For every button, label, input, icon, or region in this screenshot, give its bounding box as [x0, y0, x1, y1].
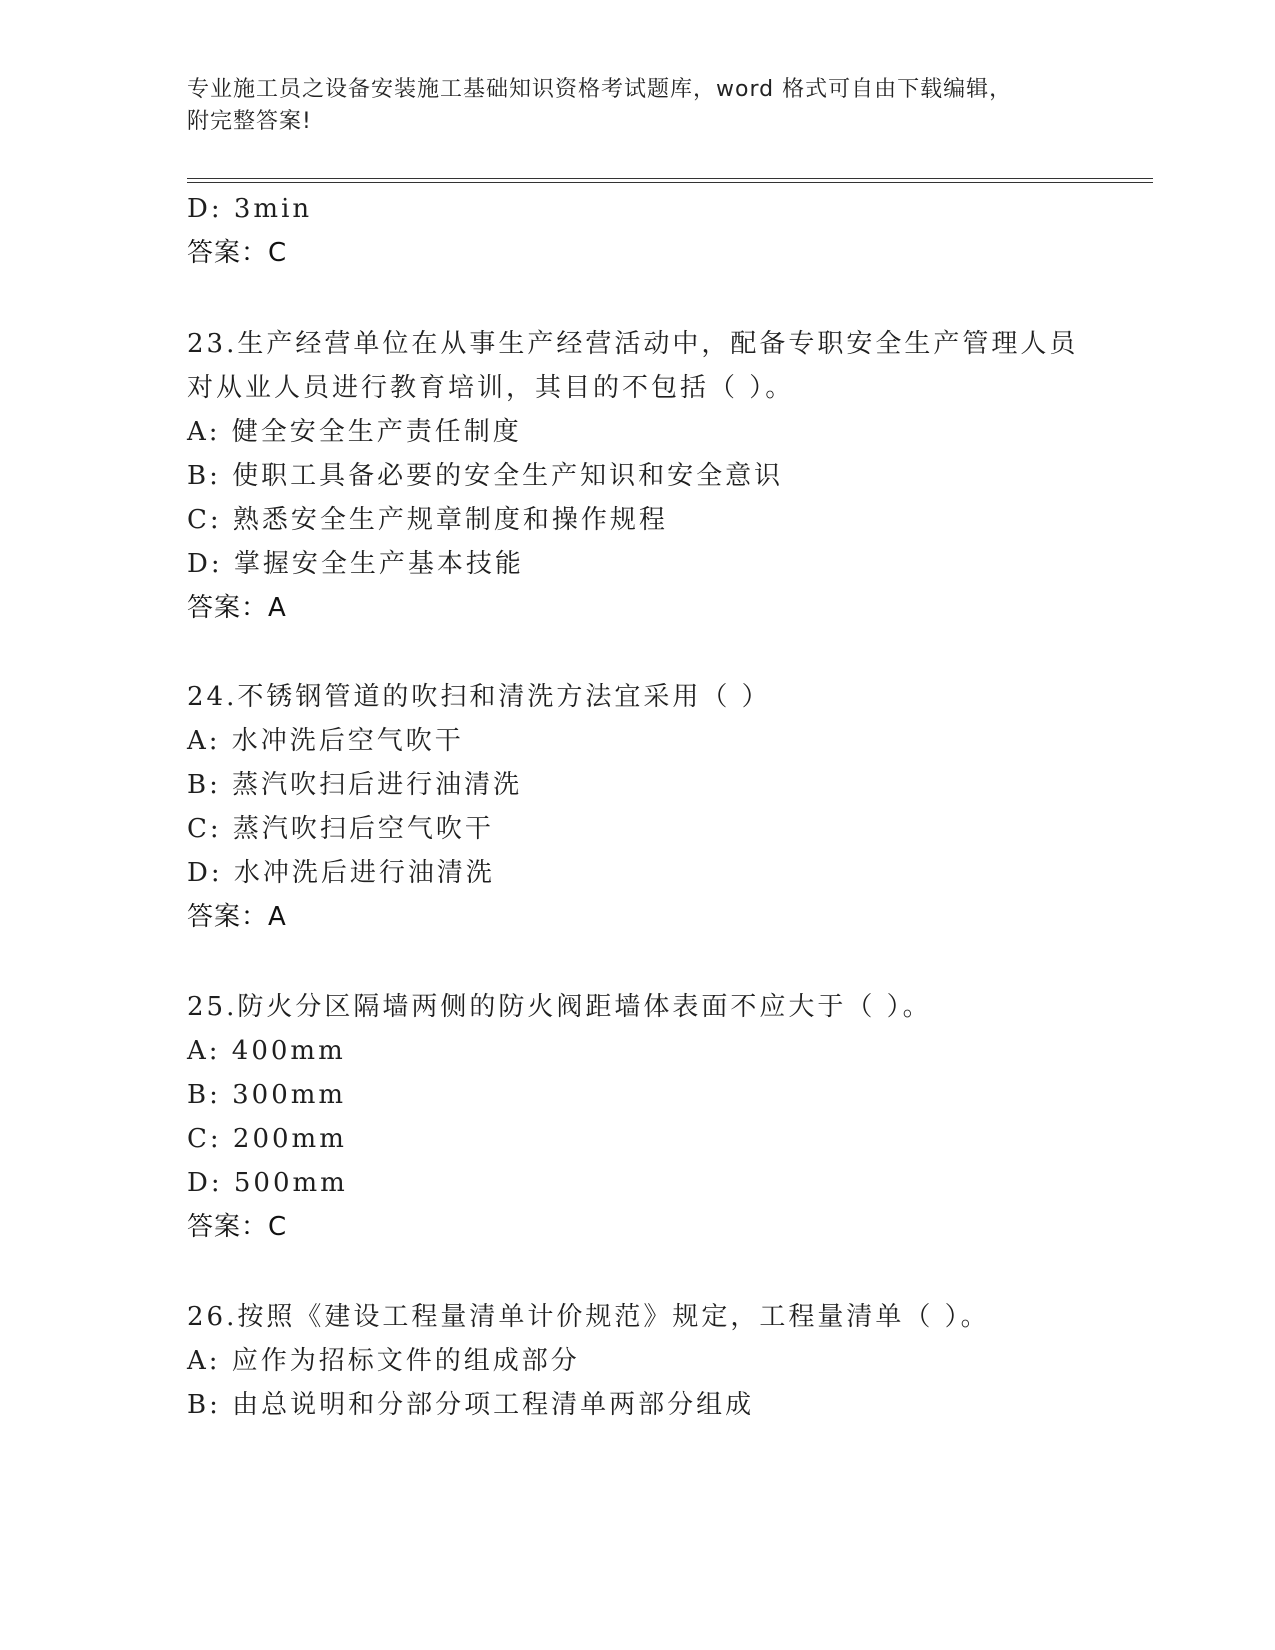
q23-stem-line-1: 23.生产经营单位在从事生产经营活动中，配备专职安全生产管理人员 — [187, 329, 1079, 359]
header-divider-top — [187, 178, 1153, 179]
q23-answer: 答案：A — [187, 593, 287, 623]
q24-option-b: B: 蒸汽吹扫后进行油清洗 — [187, 770, 523, 800]
q24-option-c: C: 蒸汽吹扫后空气吹干 — [187, 814, 494, 844]
q25-answer: 答案：C — [187, 1212, 288, 1242]
q25-option-c: C: 200mm — [187, 1124, 347, 1154]
q23-option-a: A: 健全安全生产责任制度 — [187, 417, 522, 447]
document-header — [187, 74, 1087, 138]
q25-option-b: B: 300mm — [187, 1080, 347, 1110]
header-divider-bottom — [187, 182, 1153, 183]
q24-option-a: A: 水冲洗后空气吹干 — [187, 726, 464, 756]
q23-stem-line-2: 对从业人员进行教育培训，其目的不包括（ ）。 — [187, 373, 795, 403]
header-line-2: 附完整答案! — [187, 109, 312, 134]
header-line-1: 专业施工员之设备安装施工基础知识资格考试题库，word 格式可自由下载编辑， — [187, 77, 1013, 102]
q23-option-b: B: 使职工具备必要的安全生产知识和安全意识 — [187, 461, 784, 491]
q24-answer: 答案：A — [187, 902, 287, 932]
q23-option-d: D: 掌握安全生产基本技能 — [187, 549, 524, 579]
q25-option-d: D: 500mm — [187, 1168, 348, 1198]
prev-answer: 答案：C — [187, 238, 288, 268]
q25-stem-line-1: 25.防火分区隔墙两侧的防火阀距墙体表面不应大于（ ）。 — [187, 992, 932, 1022]
q24-stem-line-1: 24.不锈钢管道的吹扫和清洗方法宜采用（ ） — [187, 682, 771, 712]
q26-stem-line-1: 26.按照《建设工程量清单计价规范》规定，工程量清单（ ）。 — [187, 1302, 990, 1332]
q26-option-a: A: 应作为招标文件的组成部分 — [187, 1346, 580, 1376]
q25-option-a: A: 400mm — [187, 1036, 346, 1066]
prev-option-d: D: 3min — [187, 194, 313, 224]
q23-option-c: C: 熟悉安全生产规章制度和操作规程 — [187, 505, 668, 535]
q26-option-b: B: 由总说明和分部分项工程清单两部分组成 — [187, 1390, 755, 1420]
q24-option-d: D: 水冲洗后进行油清洗 — [187, 858, 495, 888]
